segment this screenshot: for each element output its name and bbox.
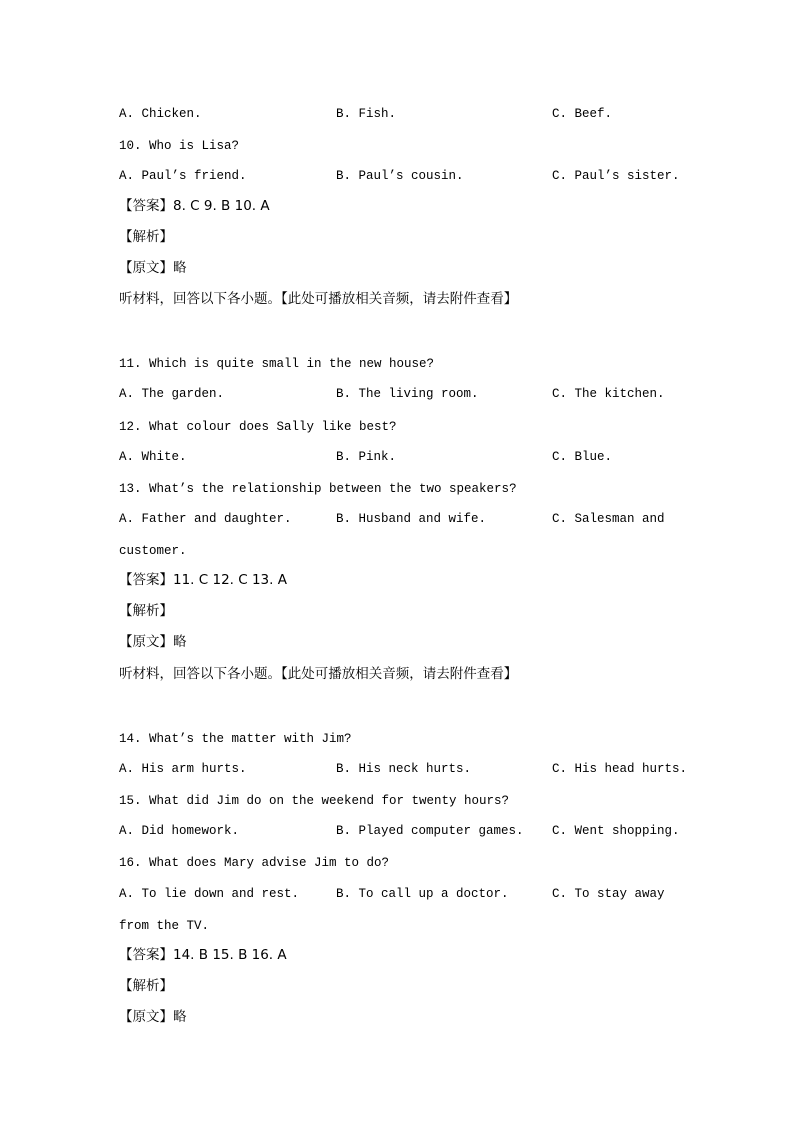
option-c-continuation: from the TV. [119,919,210,933]
options-row-q9 [119,107,699,123]
option-b: B. His neck hurts. [336,762,472,776]
option-a: A. Paul’s friend. [119,169,247,183]
option-a: A. The garden. [119,387,225,401]
analysis-label-2: 【解析】 [119,603,173,619]
option-c: C. Salesman and [552,512,665,526]
option-b: B. Played computer games. [336,824,524,838]
question-13: 13. What’s the relationship between the two speakers? [119,482,517,496]
option-b: B. To call up a doctor. [336,887,509,901]
question-14: 14. What’s the matter with Jim? [119,732,352,746]
option-c: C. The kitchen. [552,387,665,401]
option-a: A. Father and daughter. [119,512,292,526]
option-c: C. His head hurts. [552,762,688,776]
option-a: A. His arm hurts. [119,762,247,776]
option-a: A. Chicken. [119,107,202,121]
option-c: C. Went shopping. [552,824,680,838]
question-16: 16. What does Mary advise Jim to do? [119,856,390,870]
option-b: B. Fish. [336,107,397,121]
option-c-continuation: customer. [119,544,187,558]
question-11: 11. Which is quite small in the new house? [119,357,435,371]
option-b: B. The living room. [336,387,479,401]
options-row-q10 [119,169,699,185]
analysis-label-1: 【解析】 [119,229,173,245]
analysis-label-3: 【解析】 [119,978,173,994]
answer-key-2: 【答案】11. C 12. C 13. A [119,572,287,588]
original-text-1: 【原文】略 [119,260,187,276]
option-c: C. Beef. [552,107,613,121]
option-c: C. Blue. [552,450,613,464]
original-text-2: 【原文】略 [119,634,187,650]
option-c: C. To stay away [552,887,665,901]
listening-instruction-1: 听材料，回答以下各小题。【此处可播放相关音频，请去附件查看】 [119,291,518,307]
option-a: A. To lie down and rest. [119,887,300,901]
options-row-q15 [119,824,699,840]
option-c: C. Paul’s sister. [552,169,680,183]
option-a: A. White. [119,450,187,464]
options-row-q13 [119,512,699,528]
question-10: 10. Who is Lisa? [119,139,240,153]
question-15: 15. What did Jim do on the weekend for twenty hours? [119,794,510,808]
option-b: B. Pink. [336,450,397,464]
answer-key-1: 【答案】8. C 9. B 10. A [119,198,270,214]
option-a: A. Did homework. [119,824,240,838]
options-row-q11 [119,387,699,403]
options-row-q16 [119,887,699,903]
option-b: B. Paul’s cousin. [336,169,464,183]
option-b: B. Husband and wife. [336,512,487,526]
answer-key-3: 【答案】14. B 15. B 16. A [119,947,287,963]
options-row-q14 [119,762,699,778]
question-12: 12. What colour does Sally like best? [119,420,397,434]
options-row-q12 [119,450,699,466]
original-text-3: 【原文】略 [119,1009,187,1025]
listening-instruction-2: 听材料，回答以下各小题。【此处可播放相关音频，请去附件查看】 [119,666,518,682]
